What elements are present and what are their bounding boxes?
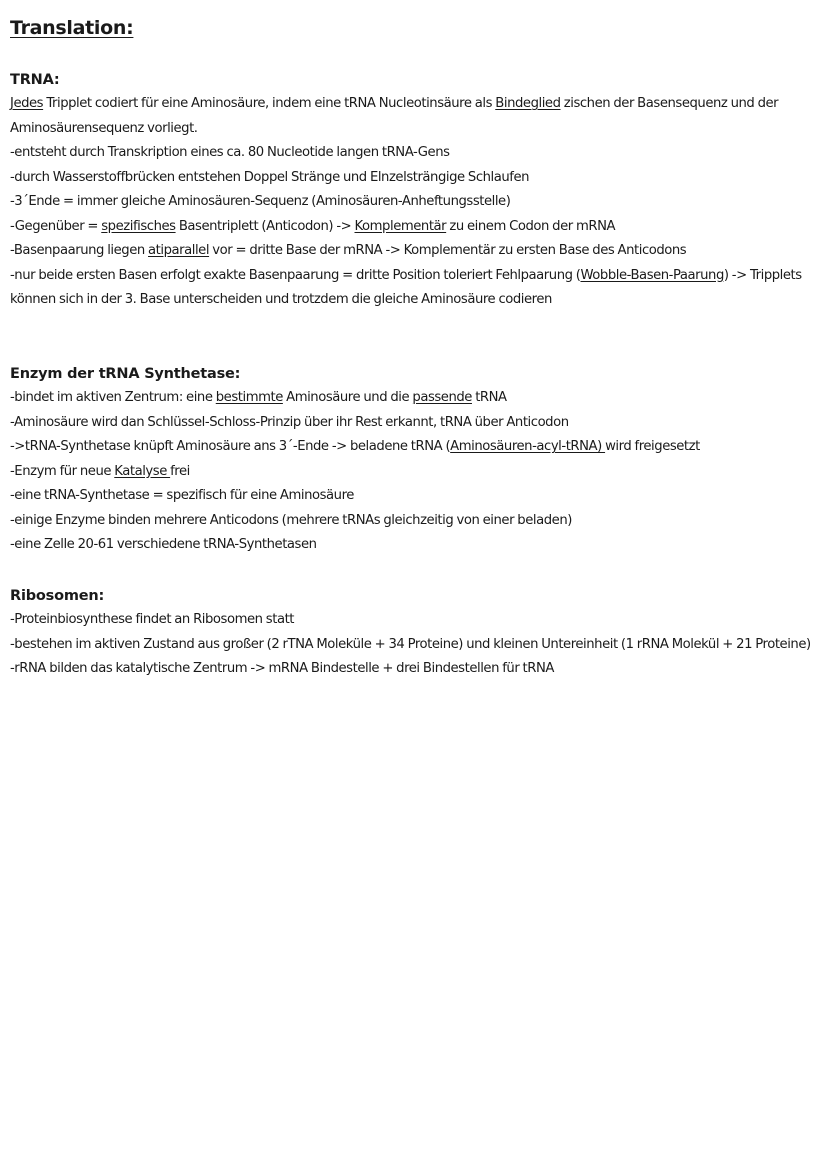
trna-line-5: -Gegenüber = spezifisches Basentriplett (Anticodon) -> Komplementär zu einem Codon der mRNA <box>10 218 616 234</box>
enzym-line-1: -bindet im aktiven Zentrum: eine bestimmte Aminosäure und die passende tRNA <box>10 390 507 405</box>
trna-line-6: -Basenpaarung liegen atiparallel vor = dritte Base der mRNA -> Komplementär zu ersten Base des Anticodons <box>10 243 687 258</box>
underlined-term: passende <box>412 390 472 405</box>
trna-line-7: -nur beide ersten Basen erfolgt exakte Basenpaarung = dritte Position toleriert Fehlpaarung (Wobble-Basen-Paarung) -> Tripplets können sich in der 3. Base unterscheiden und trotzdem die gleiche Aminosäure codieren <box>10 267 802 307</box>
underlined-term: Bindeglied <box>495 96 561 111</box>
underlined-term: spezifisches <box>101 218 176 234</box>
section-heading-trna: TRNA: <box>10 72 60 88</box>
trna-line-1: Jedes Tripplet codiert für eine Aminosäure, indem eine tRNA Nucleotinsäure als Bindeglied zischen der Basensequenz und der Aminosäurensequenz vorliegt. <box>10 96 779 136</box>
page-title: Translation: <box>10 17 134 39</box>
enzym-line-6: -einige Enzyme binden mehrere Anticodons (mehrere tRNAs gleichzeitig von einer beladen) <box>10 512 572 528</box>
ribo-line-2: -bestehen im aktiven Zustand aus großer (2 rTNA Moleküle + 34 Proteine) und kleinen Untereinheit (1 rRNA Molekül + 21 Proteine) <box>10 636 811 652</box>
section-heading-enzym: Enzym der tRNA Synthetase: <box>10 366 241 382</box>
section-enzym <box>10 362 822 558</box>
section-trna <box>10 68 822 313</box>
trna-line-2: -entsteht durch Transkription eines ca. 80 Nucleotide langen tRNA-Gens <box>10 145 450 160</box>
notes-page <box>10 12 822 676</box>
section-ribosomen <box>10 584 822 682</box>
underlined-term: Aminosäuren-acyl-tRNA) <box>450 439 606 454</box>
enzym-line-5: -eine tRNA-Synthetase = spezifisch für eine Aminosäure <box>10 488 354 503</box>
underlined-term: Wobble-Basen-Paarung <box>580 267 724 283</box>
enzym-line-2: -Aminosäure wird dan Schlüssel-Schloss-Prinzip über ihr Rest erkannt, tRNA über Anticodon <box>10 414 569 430</box>
enzym-line-7: -eine Zelle 20-61 verschiedene tRNA-Synthetasen <box>10 537 317 552</box>
underlined-term: Katalyse <box>114 463 171 479</box>
underlined-term: atiparallel <box>148 243 210 258</box>
trna-line-3: -durch Wasserstoffbrücken entstehen Doppel Stränge und Elnzelsträngige Schlaufen <box>10 169 530 185</box>
underlined-term: Komplementär <box>354 218 447 234</box>
underlined-term: bestimmte <box>215 390 283 405</box>
trna-line-4: -3´Ende = immer gleiche Aminosäuren-Sequenz (Aminosäuren-Anheftungsstelle) <box>10 194 511 209</box>
underlined-term: Jedes <box>10 96 44 111</box>
section-heading-ribosomen: Ribosomen: <box>10 588 105 604</box>
enzym-line-4: -Enzym für neue Katalyse frei <box>10 463 190 479</box>
ribo-line-3: -rRNA bilden das katalytische Zentrum -> mRNA Bindestelle + drei Bindestellen für tRNA <box>10 661 554 676</box>
enzym-line-3: ->tRNA-Synthetase knüpft Aminosäure ans 3´-Ende -> beladene tRNA (Aminosäuren-acyl-tRNA) wird freigesetzt <box>10 439 700 454</box>
ribo-line-1: -Proteinbiosynthese findet an Ribosomen statt <box>10 612 295 627</box>
